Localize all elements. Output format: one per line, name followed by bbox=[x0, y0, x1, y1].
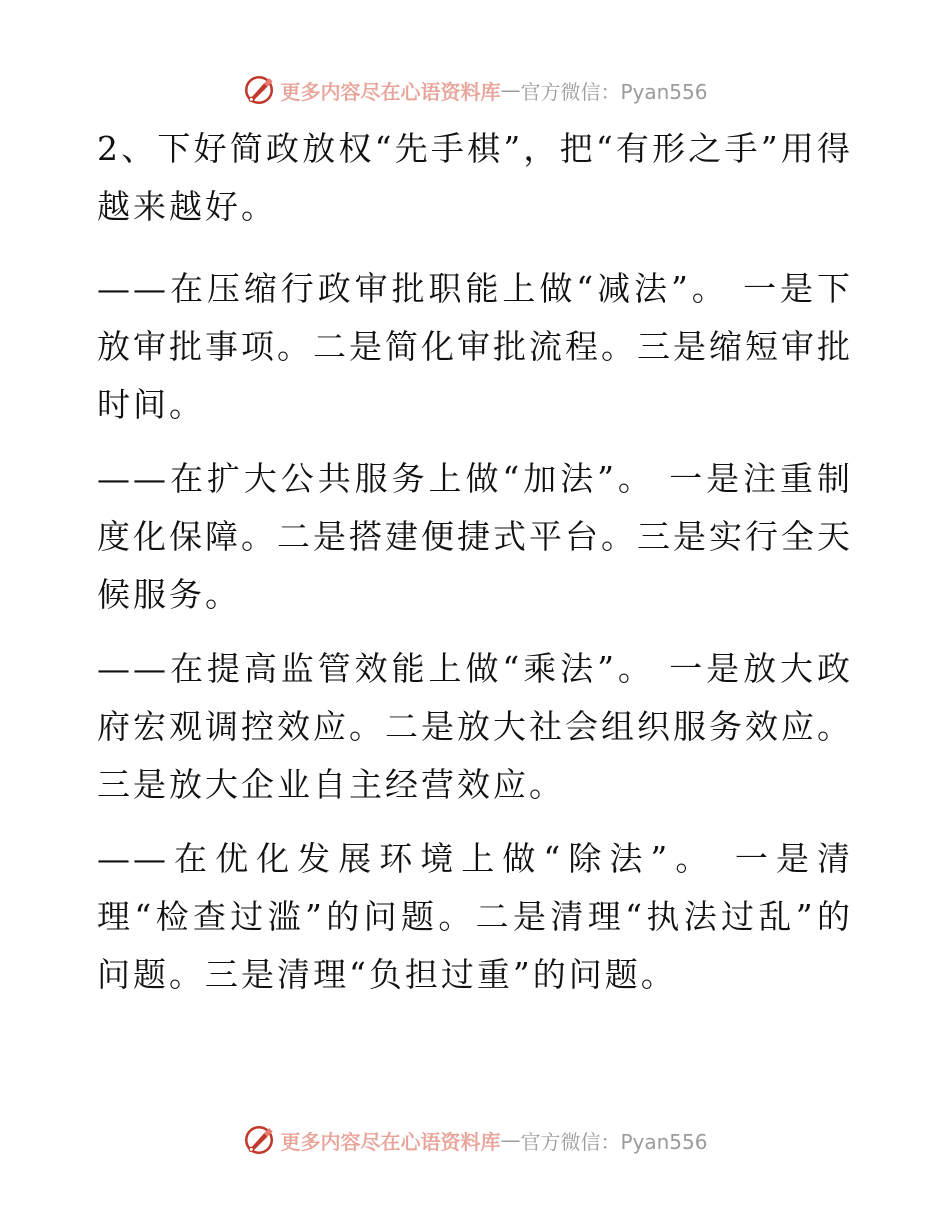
header-watermark bbox=[0, 70, 950, 110]
watermark-contact-text: 官方微信：Pyan556 bbox=[520, 79, 708, 104]
subtraction-paragraph: ——在压缩行政审批职能上做“减法”。 一是下放审批事项。二是简化审批流程。三是缩短审批时间。 bbox=[97, 269, 853, 424]
watermark-dash: — bbox=[500, 78, 521, 102]
watermark-dash: — bbox=[500, 1128, 521, 1152]
watermark-brand-text: 更多内容尽在心语资料库 bbox=[280, 79, 501, 104]
multiplication-paragraph: ——在提高监管效能上做“乘法”。 一是放大政府宏观调控效应。二是放大社会组织服务效应。三是放大企业自主经营效应。 bbox=[97, 649, 853, 804]
watermark-brand-text: 更多内容尽在心语资料库 bbox=[280, 1129, 501, 1154]
pen-logo-icon bbox=[242, 1123, 276, 1157]
footer-watermark bbox=[0, 1120, 950, 1160]
document-body bbox=[97, 120, 853, 1020]
watermark-contact-text: 官方微信：Pyan556 bbox=[520, 1129, 708, 1154]
pen-logo-icon bbox=[242, 73, 276, 107]
section-heading-paragraph: 2、下好简政放权“先手棋”，把“有形之手”用得越来越好。 bbox=[97, 129, 853, 226]
addition-paragraph: ——在扩大公共服务上做“加法”。 一是注重制度化保障。二是搭建便捷式平台。三是实行全天候服务。 bbox=[97, 459, 853, 614]
division-paragraph: ——在优化发展环境上做“除法”。 一是清理“检查过滥”的问题。二是清理“执法过乱”的问题。三是清理“负担过重”的问题。 bbox=[97, 839, 853, 994]
